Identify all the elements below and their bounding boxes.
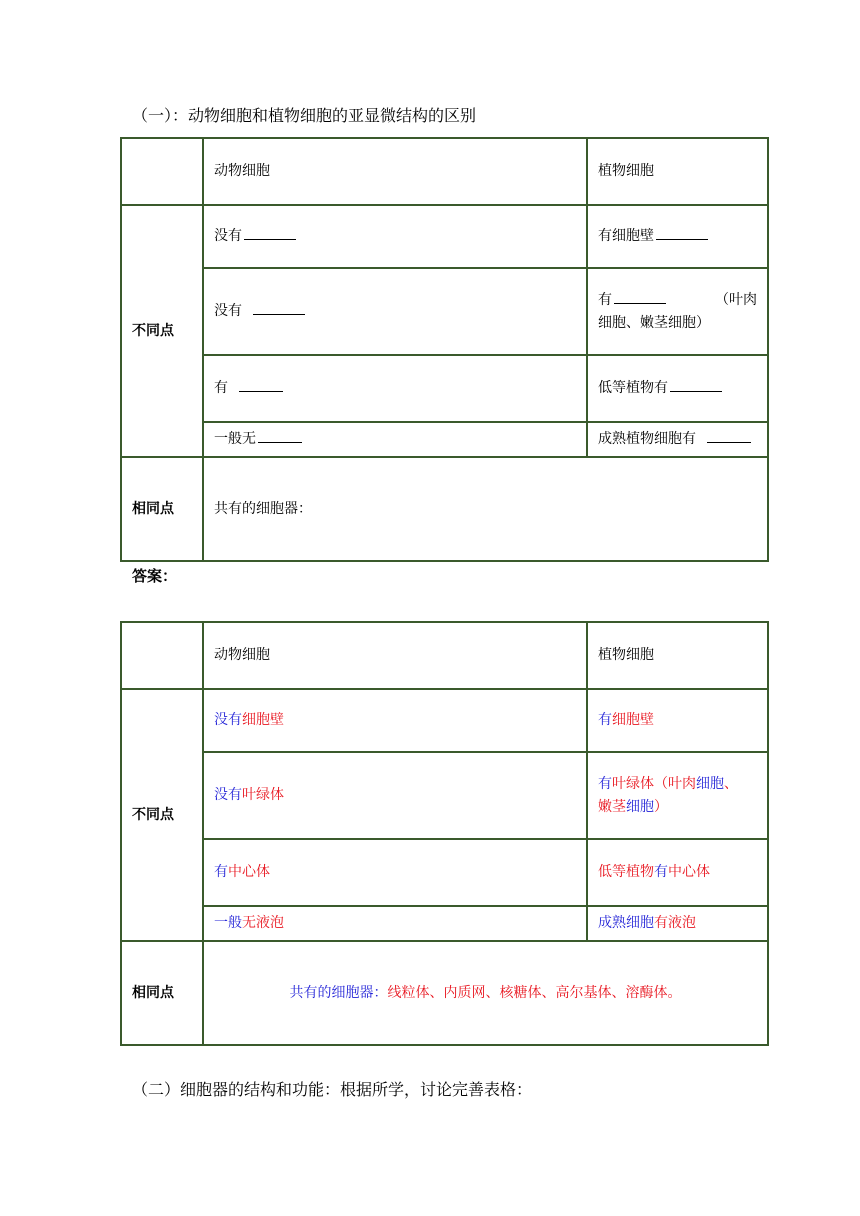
comparison-table-answers xyxy=(120,621,769,1046)
fill-blank[interactable] xyxy=(670,377,722,392)
fill-blank[interactable] xyxy=(707,428,751,443)
q-plant-row4: 成熟植物细胞有 xyxy=(587,422,768,457)
a-animal-row4: 一般无液泡 xyxy=(203,906,587,941)
header-plant: 植物细胞 xyxy=(587,622,768,689)
a-plant-row3: 低等植物有中心体 xyxy=(587,839,768,906)
comparison-table-questions xyxy=(120,137,769,562)
q-animal-row1: 没有 xyxy=(203,205,587,268)
q-plant-row3: 低等植物有 xyxy=(587,355,768,422)
section1-heading: （一）：动物细胞和植物细胞的亚显微结构的区别 xyxy=(132,106,477,125)
diff-label: 不同点 xyxy=(121,689,203,941)
answer-label: 答案： xyxy=(132,567,178,585)
a-animal-row1: 没有细胞壁 xyxy=(203,689,587,752)
a-plant-row1: 有细胞壁 xyxy=(587,689,768,752)
q-animal-row3: 有 xyxy=(203,355,587,422)
a-plant-row2: 有叶绿体（叶肉细胞、 嫩茎细胞） xyxy=(587,752,768,839)
fill-blank[interactable] xyxy=(614,289,666,304)
header-animal: 动物细胞 xyxy=(203,622,587,689)
section2-heading: （二）细胞器的结构和功能：根据所学，讨论完善表格： xyxy=(132,1080,533,1099)
fill-blank[interactable] xyxy=(253,300,305,315)
q-animal-row4: 一般无 xyxy=(203,422,587,457)
a-animal-row3: 有中心体 xyxy=(203,839,587,906)
a-animal-row2: 没有叶绿体 xyxy=(203,752,587,839)
q-same-organelles: 共有的细胞器： xyxy=(203,457,768,561)
a-same-organelles: 共有的细胞器：线粒体、内质网、核糖体、高尔基体、溶酶体。 xyxy=(203,941,768,1045)
same-label: 相同点 xyxy=(121,457,203,561)
same-label: 相同点 xyxy=(121,941,203,1045)
header-plant: 植物细胞 xyxy=(587,138,768,205)
fill-blank[interactable] xyxy=(656,225,708,240)
q-plant-row1: 有细胞壁 xyxy=(587,205,768,268)
q-animal-row2: 没有 xyxy=(203,268,587,355)
corner-cell xyxy=(121,138,203,205)
a-plant-row4: 成熟细胞有液泡 xyxy=(587,906,768,941)
header-animal: 动物细胞 xyxy=(203,138,587,205)
diff-label: 不同点 xyxy=(121,205,203,457)
fill-blank[interactable] xyxy=(258,428,302,443)
fill-blank[interactable] xyxy=(239,377,283,392)
q-plant-row2: 有 （叶肉 细胞、嫩茎细胞） xyxy=(587,268,768,355)
corner-cell xyxy=(121,622,203,689)
fill-blank[interactable] xyxy=(244,225,296,240)
